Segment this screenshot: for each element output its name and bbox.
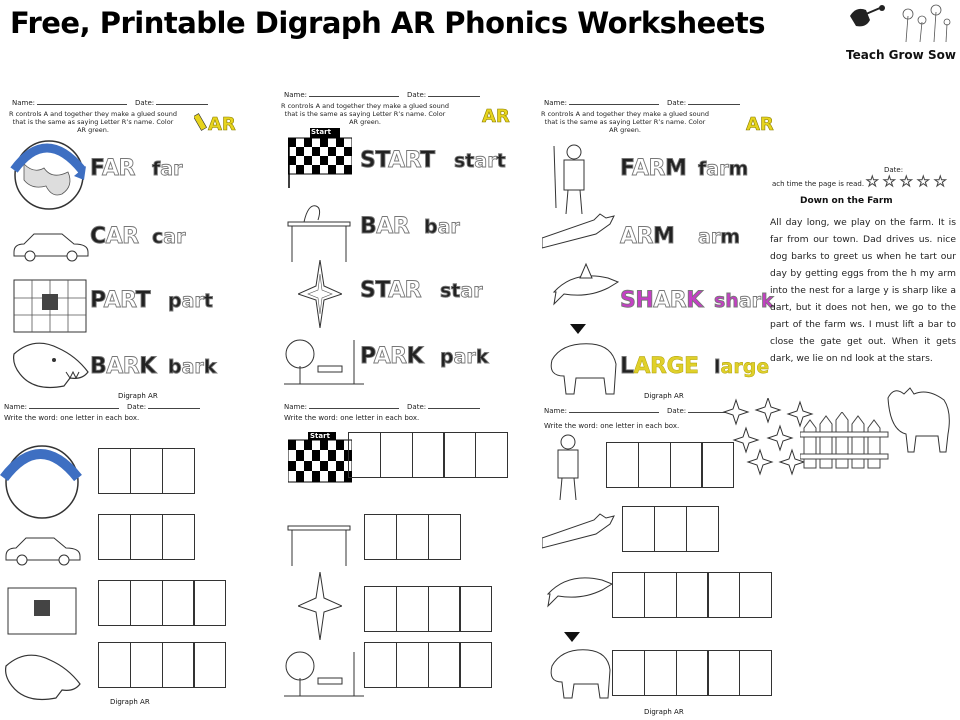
name-date-row: Name: Date: bbox=[284, 90, 480, 99]
brand-name: Teach Grow Sow bbox=[846, 48, 956, 62]
lower-row-3: part bbox=[168, 290, 213, 312]
letter-boxes-5[interactable] bbox=[612, 650, 771, 696]
puzzle-picture bbox=[12, 278, 88, 334]
letter-boxes-3[interactable] bbox=[98, 514, 193, 560]
worksheet-2-bottom bbox=[280, 400, 530, 718]
flag-start-label: Start bbox=[310, 432, 330, 440]
letter-boxes-5[interactable] bbox=[612, 572, 771, 618]
story-title: Down on the Farm bbox=[800, 196, 893, 206]
bar-picture bbox=[284, 200, 354, 264]
footer-label: Digraph AR bbox=[110, 698, 150, 706]
arm-picture bbox=[542, 512, 618, 552]
letter-boxes-3[interactable] bbox=[98, 448, 193, 494]
lower-row-2: car bbox=[152, 226, 186, 248]
name-label: Name: bbox=[12, 99, 36, 107]
rating-star-icon[interactable]: ★ bbox=[866, 174, 879, 190]
word-row-4: PARK bbox=[360, 344, 424, 369]
letter-boxes-4[interactable] bbox=[364, 642, 491, 688]
start-flag-picture bbox=[288, 128, 352, 188]
lower-row-2: arm bbox=[698, 226, 741, 248]
letter-boxes-4[interactable] bbox=[606, 442, 733, 488]
lower-row-3: shark bbox=[714, 290, 774, 312]
word-row-2: ARM bbox=[620, 224, 675, 249]
rating-star-icon[interactable]: ★ bbox=[900, 174, 913, 190]
letter-boxes-3[interactable] bbox=[622, 506, 717, 552]
word-row-2: BAR bbox=[360, 214, 410, 239]
worksheet-3-top bbox=[540, 88, 776, 406]
page-title: Free, Printable Digraph AR Phonics Worksheets bbox=[10, 6, 766, 40]
park-picture bbox=[284, 336, 364, 388]
instructions: R controls A and together they make a glued sound that is the same as saying Letter R’s name. Color AR green. bbox=[541, 110, 709, 134]
instructions: R controls A and together they make a glued sound that is the same as saying Letter R’s name. Color AR green. bbox=[9, 110, 177, 134]
worksheet-1-top bbox=[8, 88, 260, 406]
name-date-row: Name: Date: bbox=[4, 402, 200, 411]
letter-boxes-4[interactable] bbox=[98, 642, 225, 688]
lower-row-4: park bbox=[440, 346, 489, 368]
date-label: Date: bbox=[135, 99, 155, 107]
bar-picture bbox=[284, 504, 354, 568]
car-picture bbox=[10, 224, 92, 264]
arm-picture bbox=[542, 212, 618, 252]
earth-picture bbox=[10, 134, 88, 212]
dog-picture bbox=[0, 646, 86, 706]
name-date-row bbox=[12, 98, 208, 107]
star-picture bbox=[298, 260, 342, 328]
letter-boxes-4[interactable] bbox=[364, 586, 491, 632]
name-date-row: Name: Date: bbox=[284, 402, 480, 411]
dog-picture bbox=[8, 334, 94, 400]
watering-can-logo bbox=[846, 2, 956, 48]
lower-row-1: far bbox=[152, 158, 183, 180]
flag-start-label: Start bbox=[311, 128, 331, 136]
ar-tag: AR bbox=[208, 114, 236, 135]
elephant-picture bbox=[544, 630, 616, 700]
story-text: All day long, we play on the farm. It is far from our town. Dad drives us. nice dog barks to greet us when he tart our day by getting eggs from the h my arm into the nest for a large y is sharp like a dart, but it does not hen, we go to the part of the farm ws. I must lift a bar to close the gate get out. When it gets dark, we lie on nd look at the stars. bbox=[770, 217, 956, 364]
lower-row-4: large bbox=[714, 356, 770, 378]
footer-label: Digraph AR bbox=[118, 392, 158, 400]
instructions: R controls A and together they make a glued sound that is the same as saying Letter R’s name. Color AR green. bbox=[281, 102, 449, 126]
write-instructions: Write the word: one letter in each box. bbox=[4, 414, 140, 422]
word-row-4: BARK bbox=[90, 354, 156, 379]
word-row-4: LARGE bbox=[620, 354, 699, 379]
stars-instruction: ach time the page is read. bbox=[772, 180, 865, 188]
elephant-picture bbox=[542, 320, 622, 396]
car-picture bbox=[2, 528, 82, 568]
word-row-3: STAR bbox=[360, 278, 422, 303]
lower-row-1: farm bbox=[698, 158, 749, 180]
lower-row-3: star bbox=[440, 280, 483, 302]
word-row-3: PART bbox=[90, 288, 151, 313]
date-label: Date: bbox=[884, 166, 904, 174]
name-date-row: Name: Date: bbox=[544, 406, 740, 415]
lower-row-2: bar bbox=[424, 216, 460, 238]
lower-row-1: start bbox=[454, 150, 506, 172]
footer-label: Digraph AR bbox=[644, 392, 684, 400]
lower-row-4: bark bbox=[168, 356, 217, 378]
star-picture bbox=[298, 572, 342, 640]
worksheet-1-bottom bbox=[0, 400, 262, 718]
shark-picture bbox=[550, 262, 620, 318]
fence-picture bbox=[800, 412, 892, 472]
ar-tag: AR bbox=[482, 106, 510, 127]
ar-tag: AR bbox=[746, 114, 774, 135]
worksheet-2-top bbox=[280, 88, 530, 398]
letter-boxes-3[interactable] bbox=[364, 514, 459, 560]
name-date-row: Name: Date: bbox=[544, 98, 740, 107]
letter-boxes-4[interactable] bbox=[98, 580, 225, 626]
puzzle-picture bbox=[6, 586, 78, 636]
park-picture bbox=[284, 648, 364, 700]
word-row-1: FAR bbox=[90, 156, 135, 181]
earth-picture bbox=[0, 436, 84, 520]
word-row-3: SHARK bbox=[620, 288, 703, 313]
rating-star-icon[interactable]: ★ bbox=[917, 174, 930, 190]
footer-label: Digraph AR bbox=[644, 708, 684, 716]
letter-boxes-5[interactable] bbox=[348, 432, 507, 478]
rating-star-icon[interactable]: ★ bbox=[883, 174, 896, 190]
word-row-1: START bbox=[360, 148, 435, 173]
word-row-1: FARM bbox=[620, 156, 687, 181]
write-instructions: Write the word: one letter in each box. bbox=[544, 422, 680, 430]
farmer-picture bbox=[546, 432, 586, 502]
write-instructions: Write the word: one letter in each box. bbox=[284, 414, 420, 422]
farmer-picture bbox=[550, 142, 594, 216]
shark-picture bbox=[544, 564, 614, 620]
crayon-icon bbox=[194, 112, 210, 134]
rating-star-icon[interactable]: ★ bbox=[934, 174, 947, 190]
word-row-2: CAR bbox=[90, 224, 139, 249]
